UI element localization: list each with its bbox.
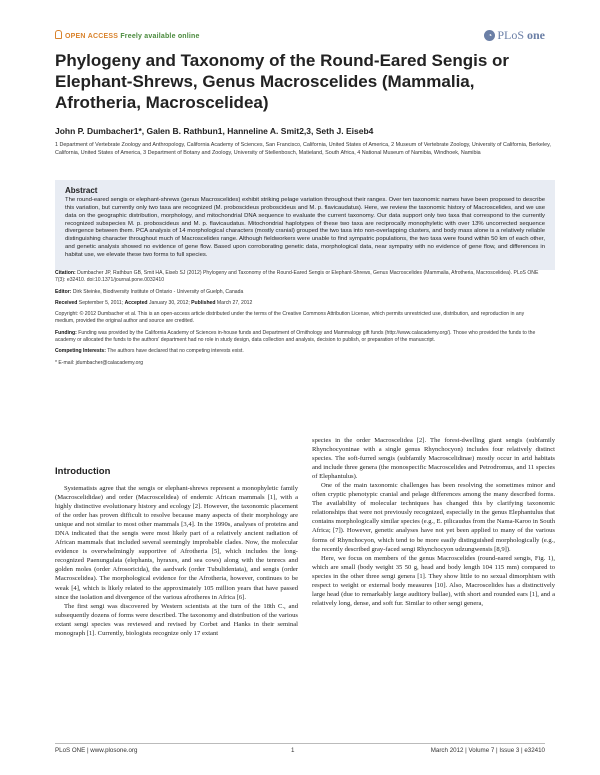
open-lock-icon <box>55 30 62 39</box>
left-column <box>55 484 298 638</box>
editor: Editor: Dirk Steinke, Biodiversity Institute of Ontario - University of Guelph, Canada <box>55 288 244 295</box>
article-metadata <box>55 270 545 371</box>
page-footer <box>55 743 545 759</box>
abstract-heading: Abstract <box>65 186 98 195</box>
article-title: Phylogeny and Taxonomy of the Round-Eared Sengis or Elephant-Shrews, Genus Macroscelides (Mammalia, Afrotheria, Macroscelidea) <box>55 51 510 112</box>
intro-paragraph: The first sengi was discovered by Western scientists at the turn of the 18th C., and subsequently dozens of forms were described. The taxonomy and distribution of the various extant sengi species was reviewed and revised by Corbet and Hanks in their seminal monograph [1]. Currently, biologists recognize only 17 extant <box>55 602 298 637</box>
email: * E-mail: jdumbacher@calacademy.org <box>55 359 144 366</box>
citation: Citation: Dumbacher JP, Rathbun GB, Smit HA, Eiseb SJ (2012) Phylogeny and Taxonomy of the Round-Eared Sengis or Elephant-Shrews, Genus Macroscelides (Mammalia, Afrotheria, Macroscelidea). PLoS ONE 7(3): e32410. doi:10.1371/journal.pone.0032410 <box>55 270 539 284</box>
intro-paragraph: Here, we focus on members of the genus Macroscelides (round-eared sengis, Fig. 1), which are small (body weight 35 50 g, head and body length 104 115 mm) compared to species in the other three sengi genera [1]. They show little to no sexual dimorphism with respect to weight or external body measures [10]. Also, Macroscelides has a distinctively large head (due to remarkably large auditory bullae), with short and rounded ears [1], and a relatively long, dense, and soft fur. Similar to other sengi genera, <box>312 554 555 607</box>
copyright: Copyright: © 2012 Dumbacher et al. This is an open-access article distributed under the terms of the Creative Commons Attribution License, which permits unrestricted use, distribution, and reproduction in any medium, provided the original author and source are credited. <box>55 311 525 325</box>
plos-logo-icon: ◔ <box>484 30 495 41</box>
intro-paragraph: One of the main taxonomic challenges has been resolving the sometimes minor and often cryptic phenotypic cranial and pelage differences among the many described forms. The availability of molecular techniques has changed this by clarifying taxonomic relationships that were not previously recognized, especially in the genus Elephantulus that contains morphologically similar species (e.g., E. pilicaudus from the Nama-Karoo in South Africa; [7]). However, genetic analyses have not yet been applied to many of the various forms of Rhynchocyon, which tend to be more easily distinguished morphologically (e.g., the recently described gray-faced sengi Rhynchocyon udzungwensis [8,9]). <box>312 482 555 553</box>
intro-paragraph: Systematists agree that the sengis or elephant-shrews represent a monophyletic family (Macroscelididae) and order (Macroscelidea) of endemic African mammals [1], with a highly distinctive evolutionary history and ecology [2]. However, the taxonomic placement of the order has proven difficult to resolve because many aspects of their morphology are unique and not similar to most other mammals [3,4]. In the 1990s, analyses of proteins and DNA indicated that the sengis were most likely part of a relatively ancient radiation of African mammals that included several seemingly improbable clades. Now, the molecular evidence is overwhelmingly supportive of Afrotheria [5], which includes the long-recognized Paenungulata (elephants, hyraxes, and sea cows) along with the tenrecs and golden moles (order Afrosoricida), the aardvark (order Tubulidentata), and sengis (order Macroscelidea). The morphological evidence for the Afrotheria, however, continues to be weak [4], which is likely related to the approximately 105 million years that have passed since the isolation and divergence of the various afrotheres in Africa [6]. <box>55 485 298 601</box>
competing-interests: Competing Interests: The authors have declared that no competing interests exist. <box>55 348 244 355</box>
dates: Received September 5, 2011; Accepted January 30, 2012; Published March 27, 2012 <box>55 299 253 306</box>
issue-info: March 2012 | Volume 7 | Issue 3 | e32410 <box>430 747 545 754</box>
abstract-text: The round-eared sengis or elephant-shrews (genus Macroscelides) exhibit striking pelage variation throughout their ranges. Over ten taxonomic names have been proposed to describe this variation, but currently only two taxa are recognized (M. proboscideus proboscideus and M. p. flavicaudatus). Here, we review the taxonomic history of Macroscelides, and we use data on the geographic distribution, morphology, and mitochondrial DNA sequence to evaluate the current taxonomy. Our data support only two taxa that correspond to the currently recognized subspecies M. p. proboscideus and M. p. flavicaudatus. Mitochondrial haplotypes of these two taxa are reciprocally monophyletic with over 13% uncorrected sequence divergence between them. PCA analysis of 14 morphological characters (mostly cranial) grouped the two taxa into non-overlapping clusters, and body mass alone is a relatively reliable distinguishing character throughout much of Macroscelides range. Although fieldworkers were unable to find sympatric populations, the two taxa were found within 50 km of each other, and genetic analysis showed no evidence of gene flow. Based upon corroborating genetic data, morphological data, near sympatry with no evidence of gene flow, and differences in habitat use, we elevate these two forms to full species. <box>65 197 545 258</box>
introduction-heading: Introduction <box>55 466 111 477</box>
funding: Funding: Funding was provided by the California Academy of Sciences in-house funds and Department of Ornithology and Mammalogy gift funds (http://www.calacademy.org/). Those who provided the funds to the academy or allocated the funds to the authors' department had no role in study design, data collection and analysis, decision to publish, or preparation of the manuscript. <box>55 329 536 344</box>
right-column <box>312 436 555 608</box>
intro-paragraph: species in the order Macroscelidea [2]. The forest-dwelling giant sengis (subfamily Rhynchocyoninae with a single genus Rhynchocyon) includes four relatively distinct species. The soft-furred sengis (subfamily Macroscelidinae) mostly occur in arid habitats and include three genera (the monospecific Macroscelides and Petrodromus, and 11 species of Elephantulus). <box>312 437 555 481</box>
page-number: 1 <box>291 747 295 754</box>
affiliations: 1 Department of Vertebrate Zoology and Anthropology, California Academy of Sciences, San Francisco, California, United States of America, 2 Museum of Vertebrate Zoology, University of California, Berkeley, California, United States of America, 3 Department of Botany and Zoology, University of Stellenbosch, Matieland, South Africa, 4 National Museum of Namibia, Windhoek, Namibia <box>55 142 551 157</box>
plos-one-logo: ◔ PLoS one <box>484 28 545 43</box>
journal-name: PLoS ONE | www.plosone.org <box>55 747 138 754</box>
email-link[interactable]: jdumbacher@calacademy.org <box>75 359 144 366</box>
open-access-badge: OPEN ACCESS Freely available online <box>55 30 200 40</box>
author-list: John P. Dumbacher1*, Galen B. Rathbun1, Hanneline A. Smit2,3, Seth J. Eiseb4 <box>55 126 374 136</box>
abstract-box <box>55 180 555 270</box>
page-header <box>55 28 545 44</box>
